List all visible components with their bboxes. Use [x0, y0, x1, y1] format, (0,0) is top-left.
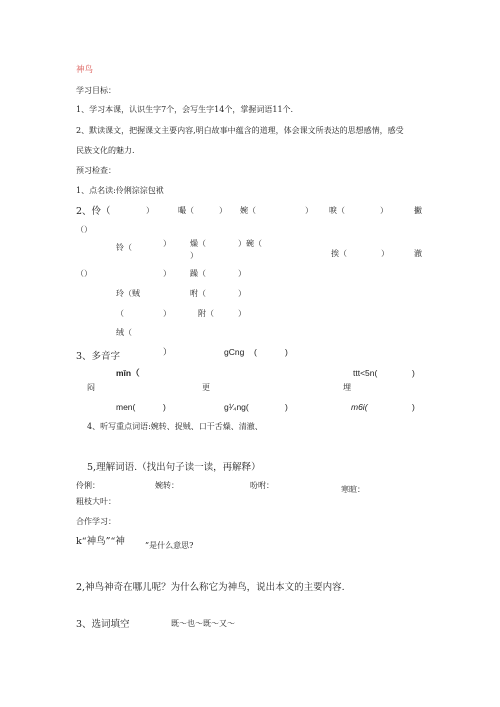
pinyin-item: gCng — [224, 347, 245, 357]
preview-q5-heading: 5,理解词语.（找出句子读一读，再解释） — [87, 462, 261, 473]
paren: ） — [190, 251, 198, 260]
word-item: 寒暄： — [341, 485, 365, 494]
char-item: 嘬（ — [178, 206, 194, 215]
pinyin-item: ttt<5n( — [353, 368, 378, 378]
paren: ) — [285, 347, 288, 357]
char-item: 澈 — [414, 249, 422, 258]
paren: ) — [163, 402, 166, 412]
coop-q3: 3、选词填空 — [76, 619, 130, 630]
char-item: 铃（ — [116, 243, 132, 252]
word-item: 婉转： — [155, 481, 179, 490]
char-item: 玲（贼 — [116, 289, 140, 298]
char-item: 埋 — [343, 383, 351, 392]
paren: ） — [163, 239, 171, 248]
char-item: 更 — [202, 383, 210, 392]
word-item: 伶俐： — [76, 481, 100, 490]
paren: ） — [238, 309, 246, 318]
char-item: 附（ — [198, 309, 214, 318]
coop-q2: 2,神鸟神奇在哪儿呢？为什么称它为神鸟，说出本文的主要内容. — [76, 582, 345, 593]
paren: ） — [238, 289, 246, 298]
paren: ） — [163, 309, 171, 318]
coop-q1-start: k“神鸟”“神 — [76, 536, 125, 547]
paren: ） — [238, 269, 246, 278]
paren: （ — [116, 309, 124, 318]
preview-q1: 1、点名读:伶俐淙淙包袱 — [76, 186, 164, 195]
paren-pair: （） — [76, 225, 92, 234]
pinyin-item: mǐn（ — [116, 368, 140, 378]
paren: ） — [305, 206, 313, 215]
paren: ) — [412, 402, 415, 412]
goal-item-2-line2: 民族文化的魅力. — [76, 146, 135, 155]
page-title: 神鸟 — [76, 65, 94, 75]
paren: ）碗（ — [238, 239, 262, 248]
coop-heading: 合作学习： — [76, 517, 116, 526]
paren: ） — [163, 347, 172, 357]
word-item: 粗枝大叶： — [76, 497, 116, 506]
coop-q3-options: 既～也～既～又～ — [171, 619, 235, 628]
char-item: 躁（ — [190, 269, 206, 278]
pinyin-item: g¹⁄₄ng( — [224, 402, 249, 412]
paren: ) — [285, 402, 288, 412]
preview-q3-heading: 3、多音字 — [76, 351, 121, 362]
goal-item-2-line1: 2、默读课文，把握课文主要内容,明白故事中蕴含的道理，体会课文所表达的思想感情，感受 — [76, 126, 404, 135]
paren: ） — [380, 206, 388, 215]
char-item: 燥（ — [190, 239, 206, 248]
goal-item-1: 1、学习本课，认识生字7个，会写生字14个，掌握词语11个. — [76, 105, 294, 114]
char-item: 闷 — [87, 383, 95, 392]
coop-q1-end: ”是什么意思? — [145, 541, 194, 550]
char-item: 撇 — [414, 206, 422, 215]
preview-q2-number: 2、伶（ — [76, 206, 111, 217]
preview-heading: 预习检查： — [76, 166, 116, 175]
char-item: 唳（ — [329, 206, 345, 215]
paren: ） — [381, 249, 389, 258]
paren-pair: （） — [76, 269, 92, 278]
word-item: 吩咐： — [250, 481, 274, 490]
char-item: 婉（ — [240, 206, 256, 215]
preview-q4: 4、听写重点词语:婉转、捉贼、口干舌燥、清澈、 — [87, 422, 263, 431]
paren: ) — [412, 368, 415, 378]
paren: ( — [254, 347, 257, 357]
paren: ） — [219, 206, 227, 215]
char-item: 挨（ — [331, 249, 347, 258]
char-item: 咐（ — [190, 289, 206, 298]
goals-heading: 学习目标： — [76, 86, 116, 95]
pinyin-item: men( — [116, 402, 136, 412]
pinyin-item: m6i( — [351, 402, 368, 412]
paren: ） — [163, 269, 171, 278]
paren: ） — [146, 206, 154, 215]
char-item: 绒（ — [116, 328, 132, 337]
